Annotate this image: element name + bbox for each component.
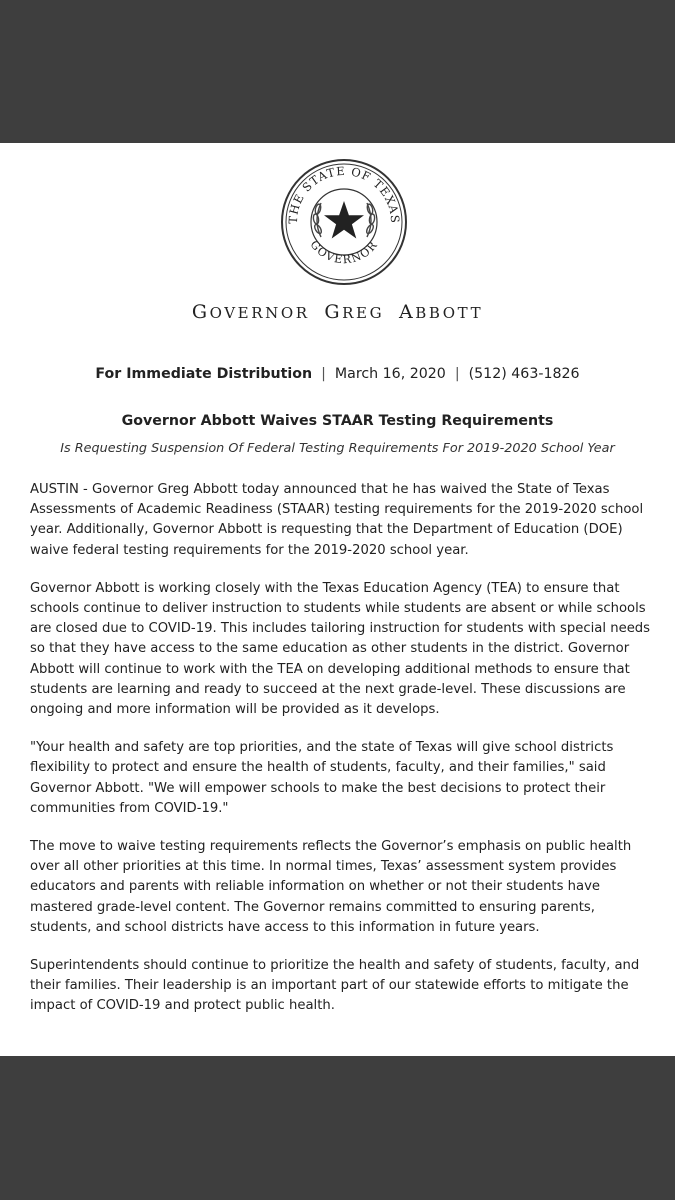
subheadline: Is Requesting Suspension Of Federal Testing Requirements For 2019-2020 School Year	[60, 441, 615, 456]
seal-bottom-text: GOVERNOR	[307, 238, 381, 267]
office-title-rest-2: REG	[342, 304, 385, 322]
office-title-rest-3: BBOTT	[415, 304, 484, 322]
release-date: March 16, 2020	[334, 366, 446, 382]
body-paragraph: Governor Abbott is working closely with the Texas Education Agency (TEA) to ensure that schools continue to deliver instruction to students while students are absent or while schools are closed due to COVID-19. This includes tailoring instruction for students with special needs so that they have access to the same education as other students in the district. Governor Abbott will continue to work with the TEA on developing additional methods to ensure that students are learning and ready to succeed at the next grade-level. These discussions are ongoing and more information will be provided as it develops.	[30, 580, 651, 718]
bottom-letterbox	[0, 1056, 675, 1200]
meta-separator-1: |	[321, 366, 326, 382]
body-paragraph: "Your health and safety are top priorities, and the state of Texas will give school districts flexibility to protect and ensure the health of students, faculty, and their families," said Governor Abbott. "We will empower schools to make the best decisions to protect their communities from COVID-19."	[30, 740, 614, 816]
meta-separator-2: |	[454, 366, 460, 382]
seal-ring-text: THE STATE OF TEXAS	[285, 163, 403, 225]
body-paragraph: The move to waive testing requirements reflects the Governor’s emphasis on public health over all other priorities at this time. In normal times, Texas’ assessment system provides educators and parents with reliable information on whether or not their students have mastered grade-level content. The Governor remains committed to ensuring parents, students, and school districts have access to this information in future years.	[30, 839, 632, 935]
press-release-page	[0, 143, 675, 1056]
seal-graphic	[279, 157, 409, 287]
headline: Governor Abbott Waives STAAR Testing Requirements	[121, 413, 554, 429]
body-paragraph: Superintendents should continue to prioritize the health and safety of students, faculty, and their families. Their leadership is an important part of our statewide efforts to mitigate the impact of COVID-19 and protect public health.	[30, 958, 640, 1014]
release-body	[30, 480, 655, 1035]
star-icon	[324, 201, 364, 239]
top-letterbox	[0, 0, 675, 143]
office-title-initial-3: A	[398, 301, 416, 323]
body-paragraph: AUSTIN - Governor Greg Abbott today announced that he has waived the State of Texas Assessments of Academic Readiness (STAAR) testing requirements for the 2019-2020 school year. Additionally, Governor Abbott is requesting that the Department of Education (DOE) waive federal testing requirements for the 2019-2020 school year.	[30, 482, 644, 558]
svg-text:GOVERNOR	[307, 238, 380, 266]
office-title-initial-1: G	[191, 301, 210, 323]
office-title-rest-1: OVERNOR	[209, 304, 310, 322]
contact-phone: (512) 463-1826	[468, 366, 580, 382]
release-meta-line	[0, 366, 675, 382]
office-title-initial-2: G	[324, 301, 343, 323]
distribution-label: For Immediate Distribution	[95, 366, 313, 382]
texas-governor-seal	[279, 157, 409, 287]
office-title	[0, 301, 675, 323]
